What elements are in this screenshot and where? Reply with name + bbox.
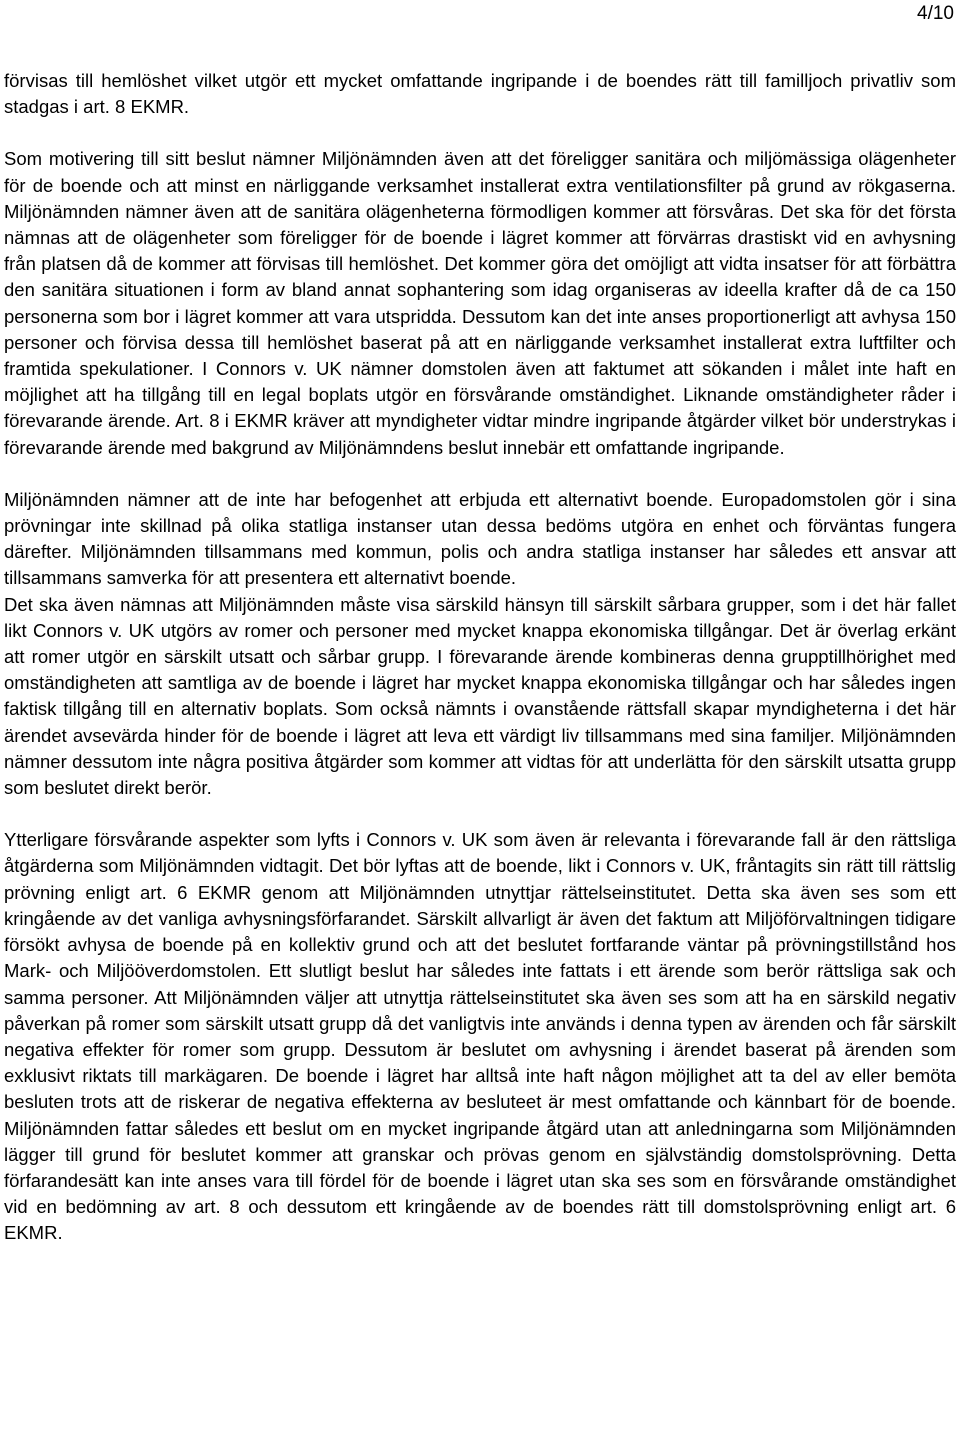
paragraph-1: förvisas till hemlöshet vilket utgör ett mycket omfattande ingripande i de boendes rätt till familljoch privatliv som stadgas i art. 8 EKMR. xyxy=(4,70,956,118)
paragraph-5: Ytterligare försvårande aspekter som lyfts i Connors v. UK som även är relevanta i förevarande fall är den rättsliga åtgärderna som Miljönämnden vidtagit. Det bör lyftas att de boende, likt i Connors v. UK, fråntagits sin rätt till rättslig prövning enligt art. 6 EKMR genom att Miljönämnden utnyttjar rättelseinstitutet. Detta ska även ses som ett kringående av det vanliga avhysningsförfarandet. Särskilt allvarligt är även det faktum att Miljöförvaltningen tidigare försökt avhysa de boende på en kollektiv grund och att det beslutet fortfarande väntar på prövningstillstånd hos Mark- och Miljööverdomstolen. Ett slutligt beslut har således inte fattats i ett ärende som berör rättsliga sak och samma personer. Att Miljönämnden väljer att utnyttja rättelseinstitutet ska även ses som att ha en särskild negativ påverkan på romer som särskilt utsatt grupp då det vanligtvis inte används i denna typen av ärenden och får särskilt negativa effekter för romer som grupp. Dessutom är beslutet om avhysning i ärendet baserat på ärenden som exklusivt riktats till markägaren. De boende i lägret har alltså inte haft någon möjlighet att ta del av eller bemöta besluten trots att de riskerar de negativa effekterna av besluteet är mest omfattande och kännbart för de boende. Miljönämnden fattar således ett beslut om en mycket ingripande åtgärd utan att anledningarna som Miljönämnden lägger till grund för beslutet kommer att granskar och prövas genom en självständig domstolsprövning. Detta förfarandesätt kan inte anses vara till fördel för de boende i lägret utan ska ses som en försvårande omständighet vid en bedömning av art. 8 och dessutom ett kringående av de boendes rätt till domstolsprövning enligt art. 6 EKMR. xyxy=(4,829,956,1244)
paragraph-3: Miljönämnden nämner att de inte har befogenhet att erbjuda ett alternativt boende. Europadomstolen gör i sina prövningar inte skillnad på olika statliga instanser utan dessa bedöms utgöra en enhet och förväntas fungera därefter. Miljönämnden tillsammans med kommun, polis och andra statliga instanser har således ett ansvar att tillsammans samverka för att presentera ett alternativt boende. xyxy=(4,488,956,589)
document-body xyxy=(4,68,956,1247)
paragraph-4: Det ska även nämnas att Miljönämnden måste visa särskild hänsyn till särskilt sårbara grupper, som i det här fallet likt Connors v. UK utgörs av romer och personer med mycket knappa ekonomiska tillgångar. Det är överlag erkänt att romer utgör en särskilt utsatt och sårbar grupp. I förevarande ärende kombineras denna grupptillhörighet med omständigheten att samtliga av de boende i lägret har mycket knappa ekonomiska tillgångar och har således ingen faktisk tillgång till en alternativ boplats. Som också nämnts i ovanstående rättsfall skapar myndigheterna i det här ärendet avsevärda hinder för de boende i lägret att leva ett värdigt liv tillsammans med sina familjer. Miljönämnden nämner dessutom inte några positiva åtgärder som kommer att vidtas för att underlätta för den särskilt utsatta grupp som beslutet direkt berör. xyxy=(4,593,956,799)
page-number: 4/10 xyxy=(917,3,954,24)
paragraph-2: Som motivering till sitt beslut nämner Miljönämnden även att det föreligger sanitära och miljömässiga olägenheter för de boende och att minst en närliggande verksamhet installerat extra ventilationsfilter på grund av rökgaserna. Miljönämnden nämner även att de sanitära olägenheterna förmodligen kommer att försvåras. Det ska för det första nämnas att de olägenheter som föreligger för de boende i lägret kommer att förvärras drastiskt vid en avhysning från platsen då de kommer att förvisas till hemlöshet. Det kommer göra det omöjligt att vidta insatser för att förbättra den sanitära situationen i form av bland annat sophantering som idag organiseras av ideella krafter då de ca 150 personerna som bor i lägret kommer att vara utspridda. Dessutom kan det inte anses proportionerligt att avhysa 150 personer och förvisa dessa till hemlöshet baserat på att en närliggande verksamhet installerat extra luftfilter och framtida spekulationer. I Connors v. UK nämner domstolen även att faktumet att sökanden i målet inte haft en möjlighet att ha tillgång till en legal boplats utgör en försvårande omständighet. Liknande omständigheter råder i förevarande ärende. Art. 8 i EKMR kräver att myndigheter vidtar mindre ingripande åtgärder vilket bör understrykas i förevarande ärende med bakgrund av Miljönämndens beslut innebär ett omfattande ingripande. xyxy=(4,148,956,458)
